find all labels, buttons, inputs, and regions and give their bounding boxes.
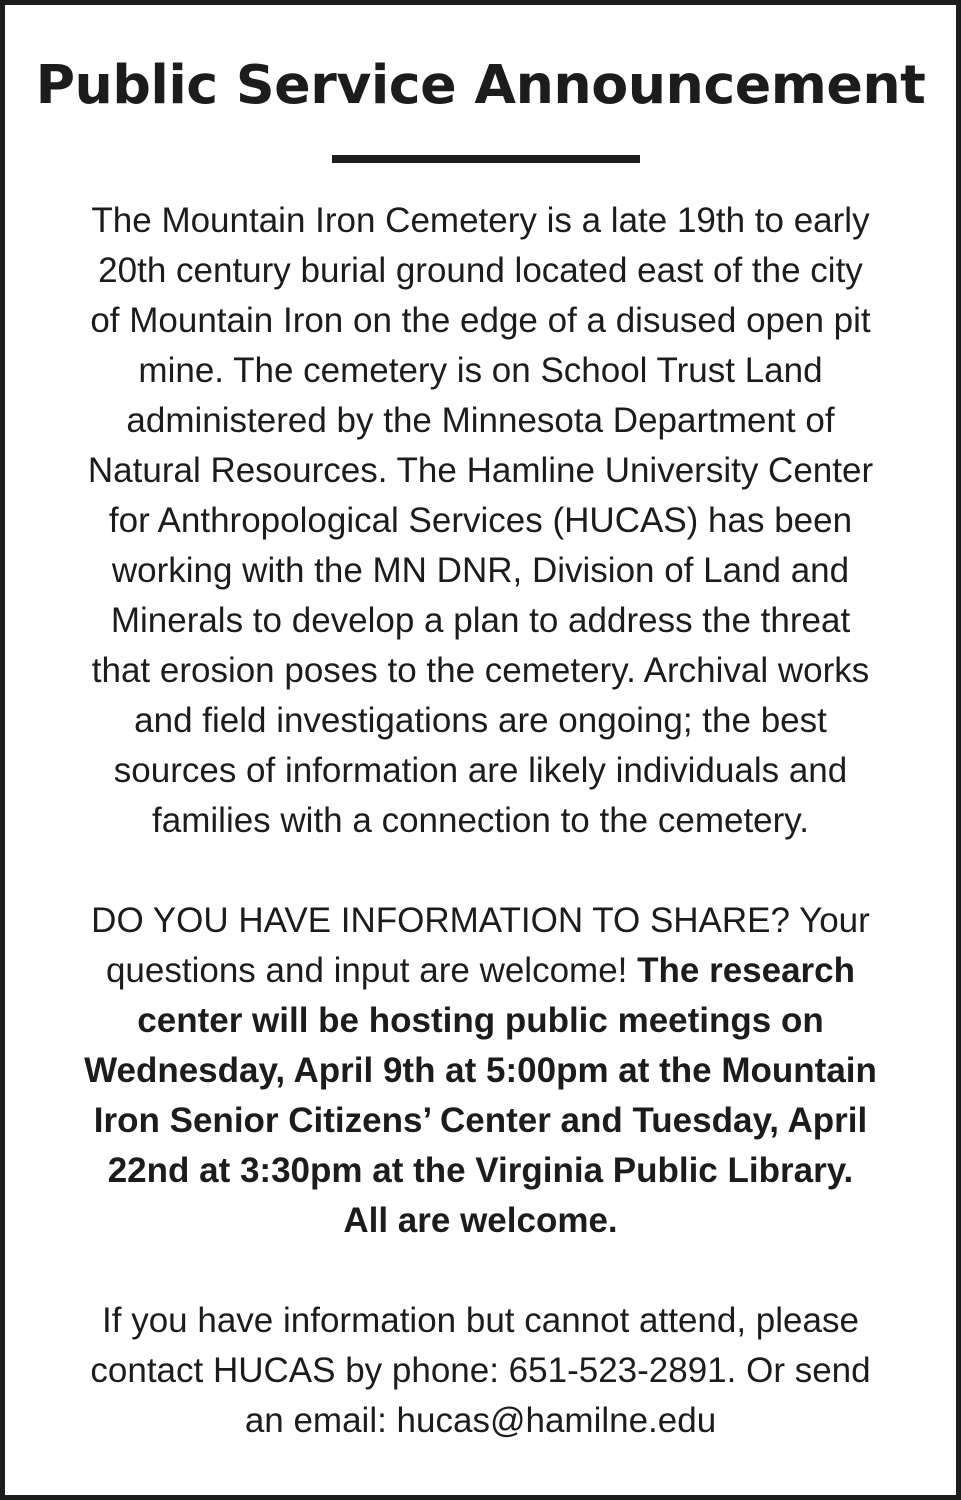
description-line: of Mountain Iron on the edge of a disused open pit: [90, 301, 871, 340]
description-line: 20th century burial ground located east of the city: [98, 251, 863, 290]
description-line: Natural Resources. The Hamline University Center: [87, 451, 874, 490]
title-divider: [332, 155, 640, 163]
meeting-intro-bold-text: The research: [637, 951, 856, 990]
description-line: for Anthropological Services (HUCAS) has been: [108, 501, 853, 540]
description-paragraph: [23, 196, 938, 846]
description-line: working with the MN DNR, Division of Land and: [111, 551, 850, 590]
page-title: Public Service Announcement: [35, 53, 926, 116]
meeting-detail-line: center will be hosting public meetings on: [137, 1001, 824, 1040]
meeting-question-line: DO YOU HAVE INFORMATION TO SHARE? Your: [91, 901, 870, 940]
description-line: The Mountain Iron Cemetery is a late 19th to early: [91, 201, 870, 240]
meeting-paragraph: [23, 896, 938, 1246]
meeting-detail-line: Iron Senior Citizens’ Center and Tuesday, April: [93, 1101, 868, 1140]
description-line: sources of information are likely individuals and: [113, 751, 848, 790]
meeting-intro-line: [23, 946, 938, 996]
contact-line: an email: hucas@hamilne.edu: [244, 1401, 717, 1440]
contact-paragraph: [23, 1296, 938, 1446]
contact-line: If you have information but cannot attend, please: [102, 1301, 859, 1340]
description-line: families with a connection to the cemetery.: [152, 801, 809, 840]
description-line: mine. The cemetery is on School Trust Land: [138, 351, 823, 390]
contact-line: contact HUCAS by phone: 651-523-2891. Or send: [90, 1351, 871, 1390]
meeting-detail-line: All are welcome.: [343, 1201, 618, 1240]
description-line: administered by the Minnesota Department of: [126, 401, 835, 440]
meeting-intro-text: questions and input are welcome!: [105, 951, 638, 990]
meeting-detail-line: 22nd at 3:30pm at the Virginia Public Library.: [107, 1151, 854, 1190]
description-line: and field investigations are ongoing; the best: [134, 701, 827, 740]
description-line: that erosion poses to the cemetery. Archival works: [91, 651, 870, 690]
meeting-detail-line: Wednesday, April 9th at 5:00pm at the Mountain: [84, 1051, 877, 1090]
description-line: Minerals to develop a plan to address the threat: [110, 601, 851, 640]
